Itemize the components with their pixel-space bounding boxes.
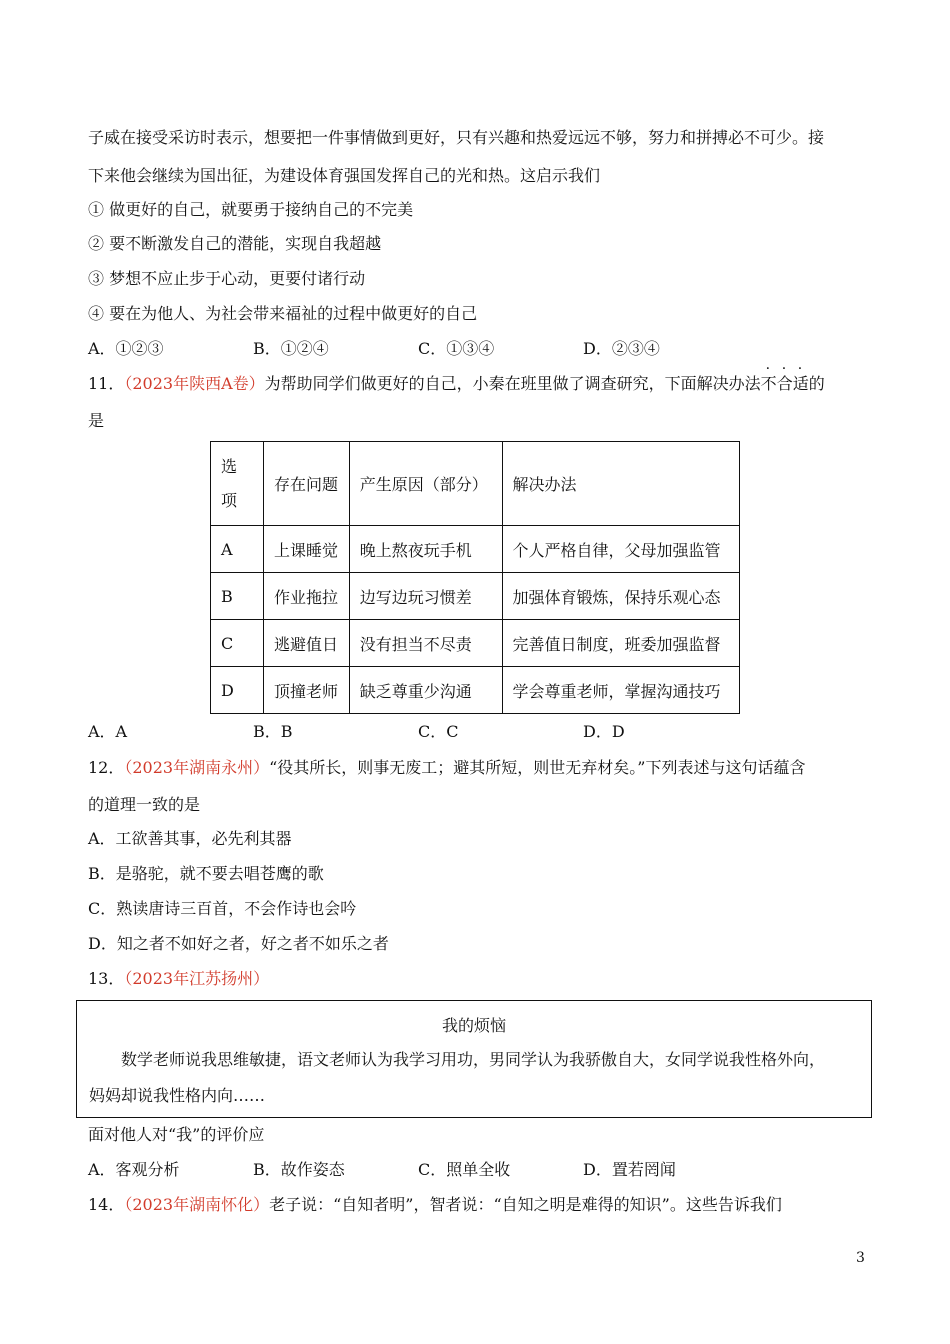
q11-stem-b: 的 bbox=[808, 374, 825, 393]
q13-box-line1: 数学老师说我思维敏捷，语文老师认为我学习用功，男同学认为我骄傲自大，女同学说我性格外向， bbox=[121, 1050, 826, 1069]
q14-stem-text: 老子说：“自知者明”，智者说：“自知之明是难得的知识”。这些告诉我们 bbox=[269, 1195, 782, 1214]
table-cell: 个人严格自律，父母加强监管 bbox=[502, 526, 740, 573]
q11-option-b: B．B bbox=[253, 722, 293, 741]
q12-source: （2023年湖南永州） bbox=[124, 758, 270, 777]
table-cell: D bbox=[211, 667, 264, 714]
header-cause: 产生原因（部分） bbox=[349, 442, 502, 526]
q11-source: （2023年陕西A卷） bbox=[124, 374, 265, 393]
table-row bbox=[211, 620, 740, 667]
q13-option-d: D．置若罔闻 bbox=[583, 1160, 676, 1179]
q10-stem-line2: 下来他会继续为国出征，为建设体育强国发挥自己的光和热。这启示我们 bbox=[88, 166, 601, 185]
q12-option-d: D．知之者不如好之者，好之者不如乐之者 bbox=[88, 934, 389, 953]
header-problem: 存在问题 bbox=[263, 442, 349, 526]
q10-option-a: A．①②③ bbox=[88, 339, 164, 358]
q11-stem-emphasis bbox=[761, 374, 809, 393]
page-number: 3 bbox=[856, 1250, 865, 1266]
q12-option-a: A．工欲善其事，必先利其器 bbox=[88, 829, 292, 848]
q10-statement-3: ③ 梦想不应止步于心动，更要付诸行动 bbox=[88, 269, 366, 288]
table-cell: 没有担当不尽责 bbox=[349, 620, 502, 667]
table-header-row bbox=[211, 442, 740, 526]
q10-option-c: C．①③④ bbox=[418, 339, 495, 358]
q12-option-b: B．是骆驼，就不要去唱苍鹰的歌 bbox=[88, 864, 324, 883]
q10-statement-1: ① 做更好的自己，就要勇于接纳自己的不完美 bbox=[88, 200, 414, 219]
q10-statement-4: ④ 要在为他人、为社会带来福祉的过程中做更好的自己 bbox=[88, 304, 478, 323]
q12-stem-line1 bbox=[88, 758, 805, 778]
q11-table bbox=[210, 441, 740, 714]
table-cell: 边写边玩习惯差 bbox=[349, 573, 502, 620]
q13-source: （2023年江苏扬州） bbox=[124, 969, 270, 988]
q13-number: 13． bbox=[88, 969, 125, 988]
table-row bbox=[211, 526, 740, 573]
q12-stem-text: “役其所长，则事无废工；避其所短，则世无弃材矣。”下列表述与这句话蕴含 bbox=[269, 758, 806, 777]
q11-stem-line2: 是 bbox=[88, 411, 105, 430]
header-option: 选项 bbox=[211, 442, 264, 526]
header-solution: 解决办法 bbox=[502, 442, 740, 526]
table-row bbox=[211, 667, 740, 714]
q11-stem-a: 为帮助同学们做更好的自己，小秦在班里做了调查研究，下面解决办法 bbox=[264, 374, 761, 393]
q12-number: 12． bbox=[88, 758, 125, 777]
q10-option-d: D．②③④ bbox=[583, 339, 660, 358]
table-cell: 学会尊重老师，掌握沟通技巧 bbox=[502, 667, 740, 714]
table-cell: 晚上熬夜玩手机 bbox=[349, 526, 502, 573]
q11-option-a: A．A bbox=[88, 722, 128, 741]
table-cell: B bbox=[211, 573, 264, 620]
table-cell: 加强体育锻炼，保持乐观心态 bbox=[502, 573, 740, 620]
table-row bbox=[211, 573, 740, 620]
q14-stem-line1 bbox=[88, 1195, 782, 1215]
q13-stem: 面对他人对“我”的评价应 bbox=[88, 1125, 265, 1144]
q13-option-c: C．照单全收 bbox=[418, 1160, 511, 1179]
table-cell: C bbox=[211, 620, 264, 667]
table-cell: 上课睡觉 bbox=[263, 526, 349, 573]
table-cell: 顶撞老师 bbox=[263, 667, 349, 714]
q10-option-b: B．①②④ bbox=[253, 339, 329, 358]
table-cell: 逃避值日 bbox=[263, 620, 349, 667]
q11-option-c: C．C bbox=[418, 722, 459, 741]
q13-option-b: B．故作姿态 bbox=[253, 1160, 345, 1179]
table-cell: 完善值日制度，班委加强监督 bbox=[502, 620, 740, 667]
emph-char: 合 bbox=[776, 374, 793, 393]
emph-char: 不 bbox=[760, 374, 777, 393]
q13-material-box bbox=[76, 1000, 872, 1118]
q13-box-line2: 妈妈却说我性格内向…… bbox=[89, 1086, 266, 1105]
q13-option-a: A．客观分析 bbox=[88, 1160, 180, 1179]
table-cell: 作业拖拉 bbox=[263, 573, 349, 620]
q14-source: （2023年湖南怀化） bbox=[124, 1195, 270, 1214]
table-cell: A bbox=[211, 526, 264, 573]
q11-option-d: D．D bbox=[583, 722, 625, 741]
q13-stem-line1 bbox=[88, 969, 269, 989]
q11-stem-line1 bbox=[88, 374, 825, 394]
table-cell: 缺乏尊重少沟通 bbox=[349, 667, 502, 714]
q12-stem-line2: 的道理一致的是 bbox=[88, 795, 201, 814]
q14-number: 14． bbox=[88, 1195, 125, 1214]
q13-box-title: 我的烦恼 bbox=[441, 1016, 506, 1035]
q12-option-c: C．熟读唐诗三百首，不会作诗也会吟 bbox=[88, 899, 357, 918]
q10-statement-2: ② 要不断激发自己的潜能，实现自我超越 bbox=[88, 234, 382, 253]
q11-number: 11． bbox=[88, 374, 125, 393]
q10-stem-line1: 子威在接受采访时表示，想要把一件事情做到更好，只有兴趣和热爱远远不够，努力和拼搏必不可少。接 bbox=[88, 128, 825, 147]
emph-char: 适 bbox=[792, 374, 809, 393]
